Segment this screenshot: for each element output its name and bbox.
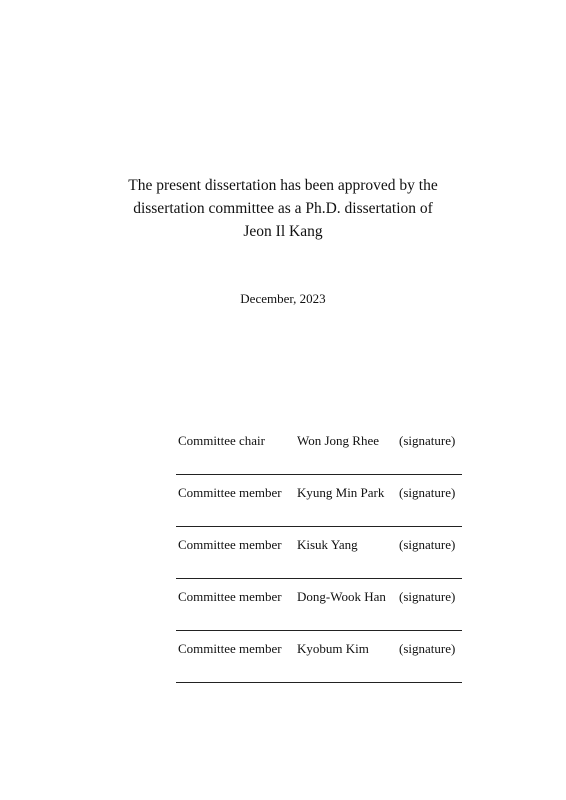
committee-role: Committee member (178, 589, 282, 604)
approval-statement-line-2: dissertation committee as a Ph.D. dissertation of (133, 200, 433, 217)
approval-statement-line-1: The present dissertation has been approved by the (128, 177, 438, 194)
signature-placeholder: (signature) (399, 589, 456, 604)
committee-row-member-2 (176, 528, 462, 579)
signature-placeholder: (signature) (399, 641, 456, 656)
approval-date: December, 2023 (240, 291, 326, 306)
committee-row-member-4 (176, 632, 462, 683)
committee-member-name: Kisuk Yang (297, 537, 358, 552)
committee-member-name: Kyobum Kim (297, 641, 369, 656)
committee-row-member-1 (176, 476, 462, 527)
committee-role: Committee chair (178, 433, 266, 448)
committee-member-name: Won Jong Rhee (297, 433, 379, 448)
approval-statement (0, 174, 566, 243)
committee-row-member-3 (176, 580, 462, 631)
committee-role: Committee member (178, 485, 282, 500)
committee-signature-table (176, 424, 462, 684)
committee-member-name: Dong-Wook Han (297, 589, 386, 604)
committee-member-name: Kyung Min Park (297, 485, 385, 500)
committee-row-chair (176, 424, 462, 475)
candidate-name: Jeon Il Kang (243, 223, 323, 240)
signature-placeholder: (signature) (399, 433, 456, 448)
signature-placeholder: (signature) (399, 485, 456, 500)
committee-role: Committee member (178, 641, 282, 656)
signature-placeholder: (signature) (399, 537, 456, 552)
committee-role: Committee member (178, 537, 282, 552)
